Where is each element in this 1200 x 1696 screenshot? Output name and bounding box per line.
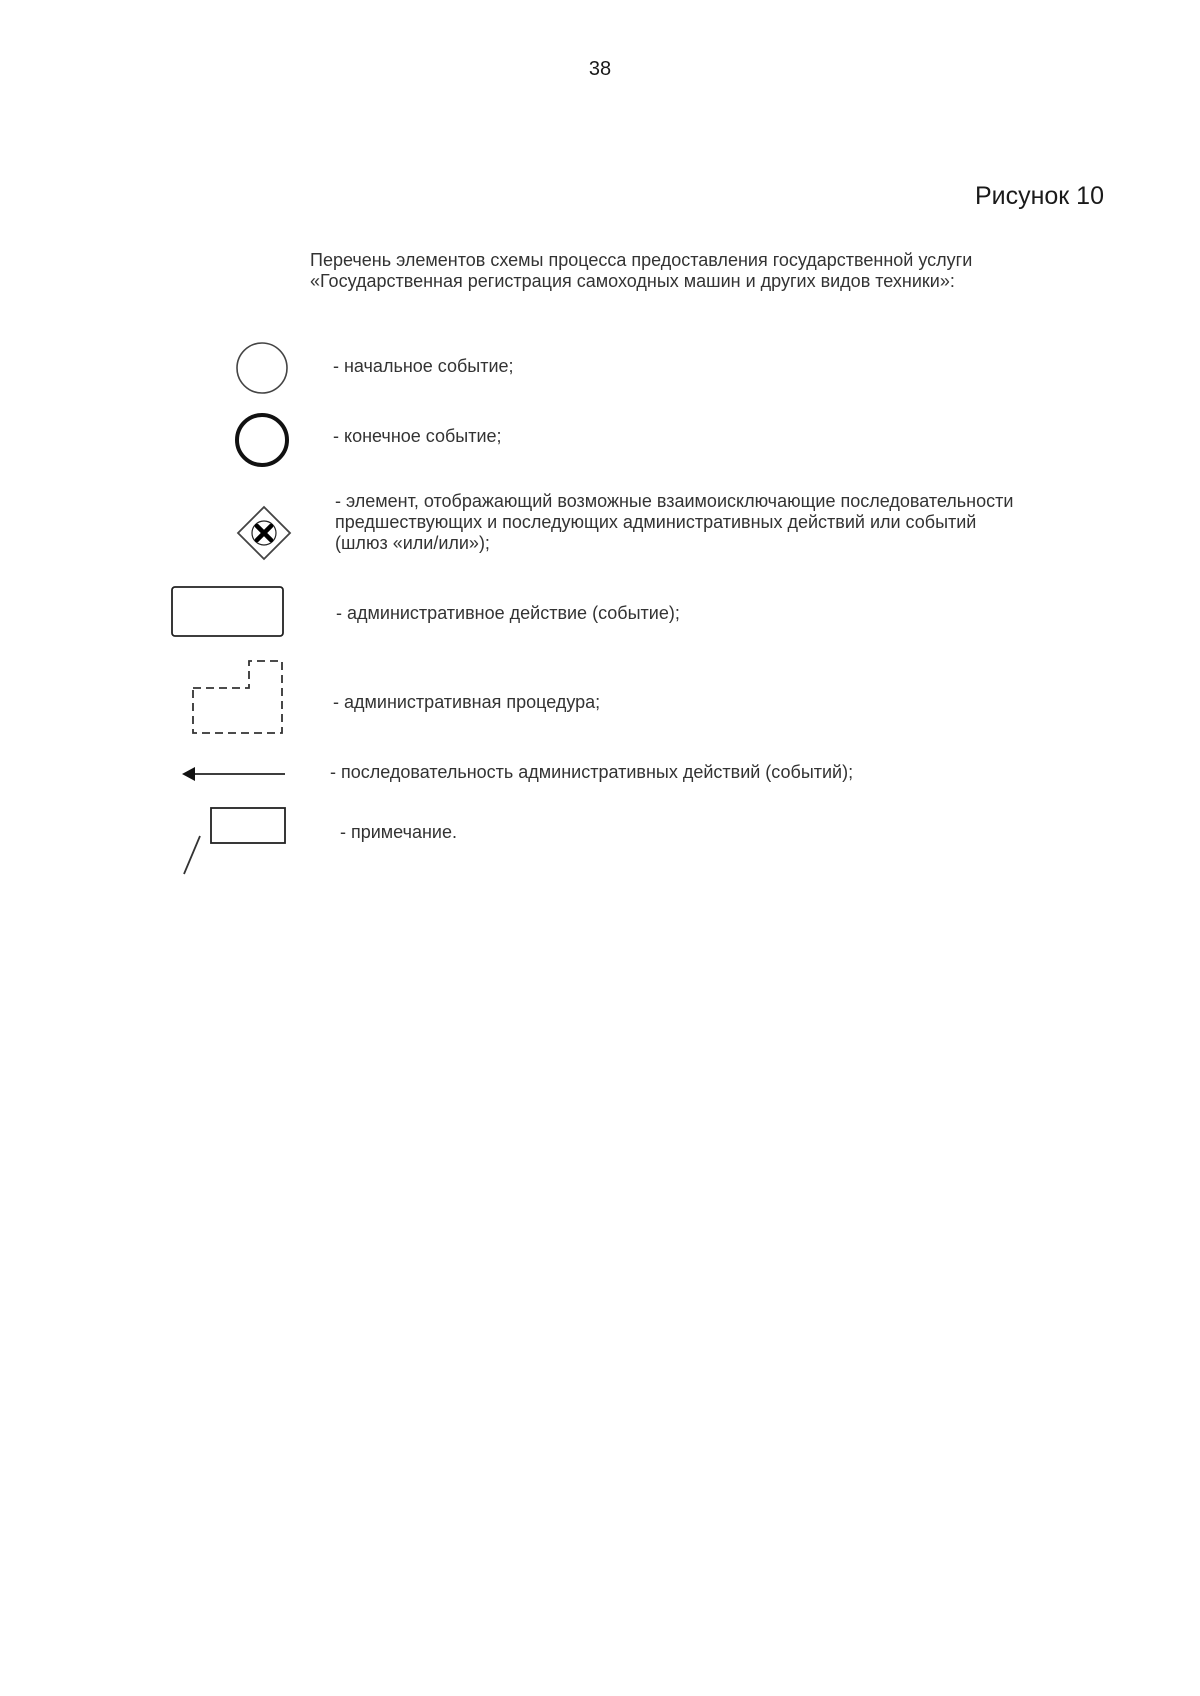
legend-label-start-event: - начальное событие; [333,356,514,376]
legend-intro-line: Перечень элементов схемы процесса предоставления государственной услуги [310,250,973,270]
legend-intro [310,250,1130,292]
task-rectangle-icon [171,586,285,638]
sequence-flow-arrow-icon [181,762,287,786]
legend-intro-line: «Государственная регистрация самоходных машин и других видов техники»: [310,271,955,291]
legend-label-exclusive-gateway [335,491,1155,554]
subprocess-dashed-icon [191,659,287,735]
annotation-icon [178,806,288,876]
legend-label-end-event: - конечное событие; [333,426,502,446]
legend-label-annotation: - примечание. [340,822,457,842]
start-event-icon [232,338,292,398]
legend-label-subprocess: - административная процедура; [333,692,601,712]
legend-label-line: (шлюз «или/или»); [335,533,490,553]
exclusive-gateway-icon [236,505,292,561]
legend-label-line: - элемент, отображающий возможные взаимоисключающие последовательности [335,491,1014,511]
legend-label-task: - административное действие (событие); [336,603,680,623]
page-number: 38 [588,58,612,80]
legend-label-line: предшествующих и последующих административных действий или событий [335,512,977,532]
legend-label-sequence-flow: - последовательность административных действий (событий); [330,762,854,782]
figure-label: Рисунок 10 [974,182,1104,210]
end-event-icon [232,410,292,470]
